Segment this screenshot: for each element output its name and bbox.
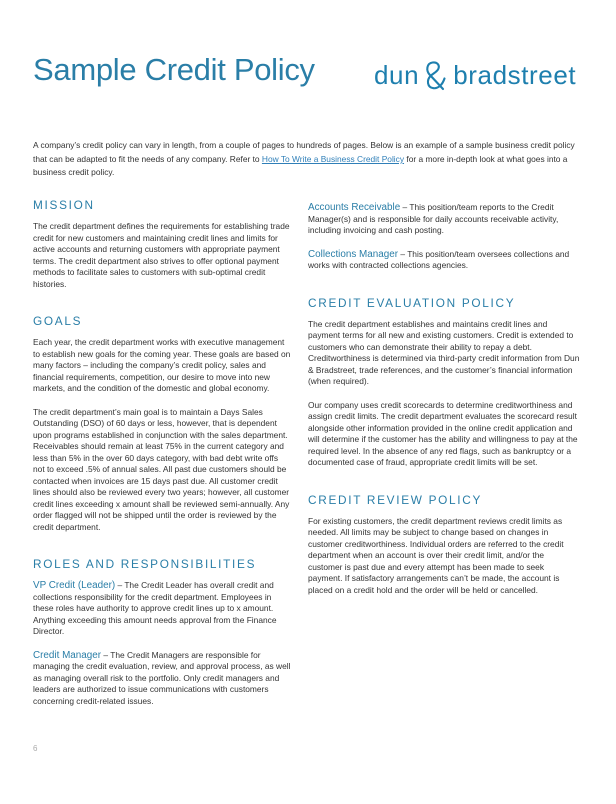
mission-heading: MISSION [33,198,95,212]
policy-guide-link[interactable]: How To Write a Business Credit Policy [261,153,405,164]
right-column [308,202,580,596]
goals-heading: GOALS [33,314,83,328]
goals-paragraph-2: The credit department’s main goal is to maintain a Days Sales Outstanding (DSO) of 60 days or less, however, that is dependent upon programs established in conjunction with the sales department. Receivables should remain at least 75% in the current category and less than 5% in the over 60 days category, with bad debt write offs not to exceed .5% of annual sales. All past due customers should be contacted when invoices are 15 days past due. All customer credit lines should also be reviewed every two years; however, all customer credit lines exceeding x amount shall be reviewed semi-annually. Any order flagged will not be shipped until the order is reviewed by the credit department. [33,406,290,532]
page-title: Sample Credit Policy [33,52,315,87]
credit-evaluation-heading: CREDIT EVALUATION POLICY [308,295,516,310]
credit-manager-text: – The Credit Managers are responsible for managing the credit evaluation, review, and approval process, as well as managing overall risk to the portfolio. Only credit managers and leaders are authorized to issue communications with customers concerning credit-related issues. [33,649,291,706]
mission-text: The credit department defines the requirements for establishing trade credit for new customers and maintaining credit lines and limits for active accounts and returning customers with appropriate payment terms. The credit department also strives to offer optional payment methods to facilitate sales to customers with sub-optimal credit histories. [33,221,290,289]
credit-review-paragraph: For existing customers, the credit department reviews credit limits as needed. All limits may be subject to change based on changes in customer creditworthiness. Individual orders are referred to the credit department when an account is over their credit limit, and/or the customer is past due and every attempt has been made to seek payment. If satisfactory arrangements can’t be made, the account is placed on a credit hold and the order will be held or cancelled. [308,515,564,595]
credit-evaluation-paragraph-2: Our company uses credit scorecards to determine creditworthiness and assign credit limits. The credit department evaluates the scorecard result alongside other information provided in the online credit application and will determine if the customer has the ability and willingness to pay at the required level. In the absence of any red flags, such as bankruptcy or a documented case of fraud, appropriate credit limits will be set. [308,399,578,467]
credit-evaluation-paragraph-1: The credit department establishes and maintains credit lines and payment terms for all new and existing customers. Credit is extended to customers who can demonstrate their ability to repay a debt. Creditworthiness is determined via third-party credit information from Dun & Bradstreet, trade references, and the customer’s financial information (when required). [308,318,580,386]
goals-paragraph-1: Each year, the credit department works with executive management to establish new goals for the coming year. These goals are based on many factors – including the company’s credit policy, sales and financial requirements, competition, our desire to move into new markets, and the condition of the domestic and global economy. [33,337,291,393]
ampersand-icon [421,58,451,92]
intro-text-before: A company’s credit policy can vary in length, from a couple of pages to hundreds of pages. Below is an example of a sample business credit policy that can be adapted to fit the needs of any company. Refer to [33,140,575,164]
roles-heading: ROLES AND RESPONSIBILITIES [33,557,257,571]
accounts-receivable-text: – This position/team reports to the Credit Manager(s) and is responsible for daily accounts receivable activity, including invoicing and cash posting. [308,202,559,235]
credit-review-heading: CREDIT REVIEW POLICY [308,492,483,507]
collections-manager-text: – This position/team oversees collections and works with contracted collections agencies. [308,248,570,270]
collections-manager-title: Collections Manager [308,248,399,260]
intro-text-after: for a more in-depth look at what goes into a business credit policy. [33,153,568,178]
vp-credit-title: VP Credit (Leader) [33,580,116,591]
credit-manager-paragraph [33,650,291,708]
dnb-logo [374,58,576,92]
collections-manager-paragraph [308,249,580,272]
credit-manager-title: Credit Manager [33,649,102,661]
intro-paragraph [33,139,579,180]
vp-credit-text: – The Credit Leader has overall credit and collections responsibility for the credit department. Employees in these roles have authority to approve credit lines up to x amount. Anything exceeding this amount needs approval from the Finance Director. [33,580,277,636]
logo-word-dun: dun [374,59,420,90]
page-number: 6 [33,744,38,753]
logo-word-bradstreet: bradstreet [453,59,577,90]
vp-credit-paragraph [33,580,291,638]
accounts-receivable-paragraph [308,202,580,237]
accounts-receivable-title: Accounts Receivable [308,202,401,213]
left-column [33,198,291,707]
